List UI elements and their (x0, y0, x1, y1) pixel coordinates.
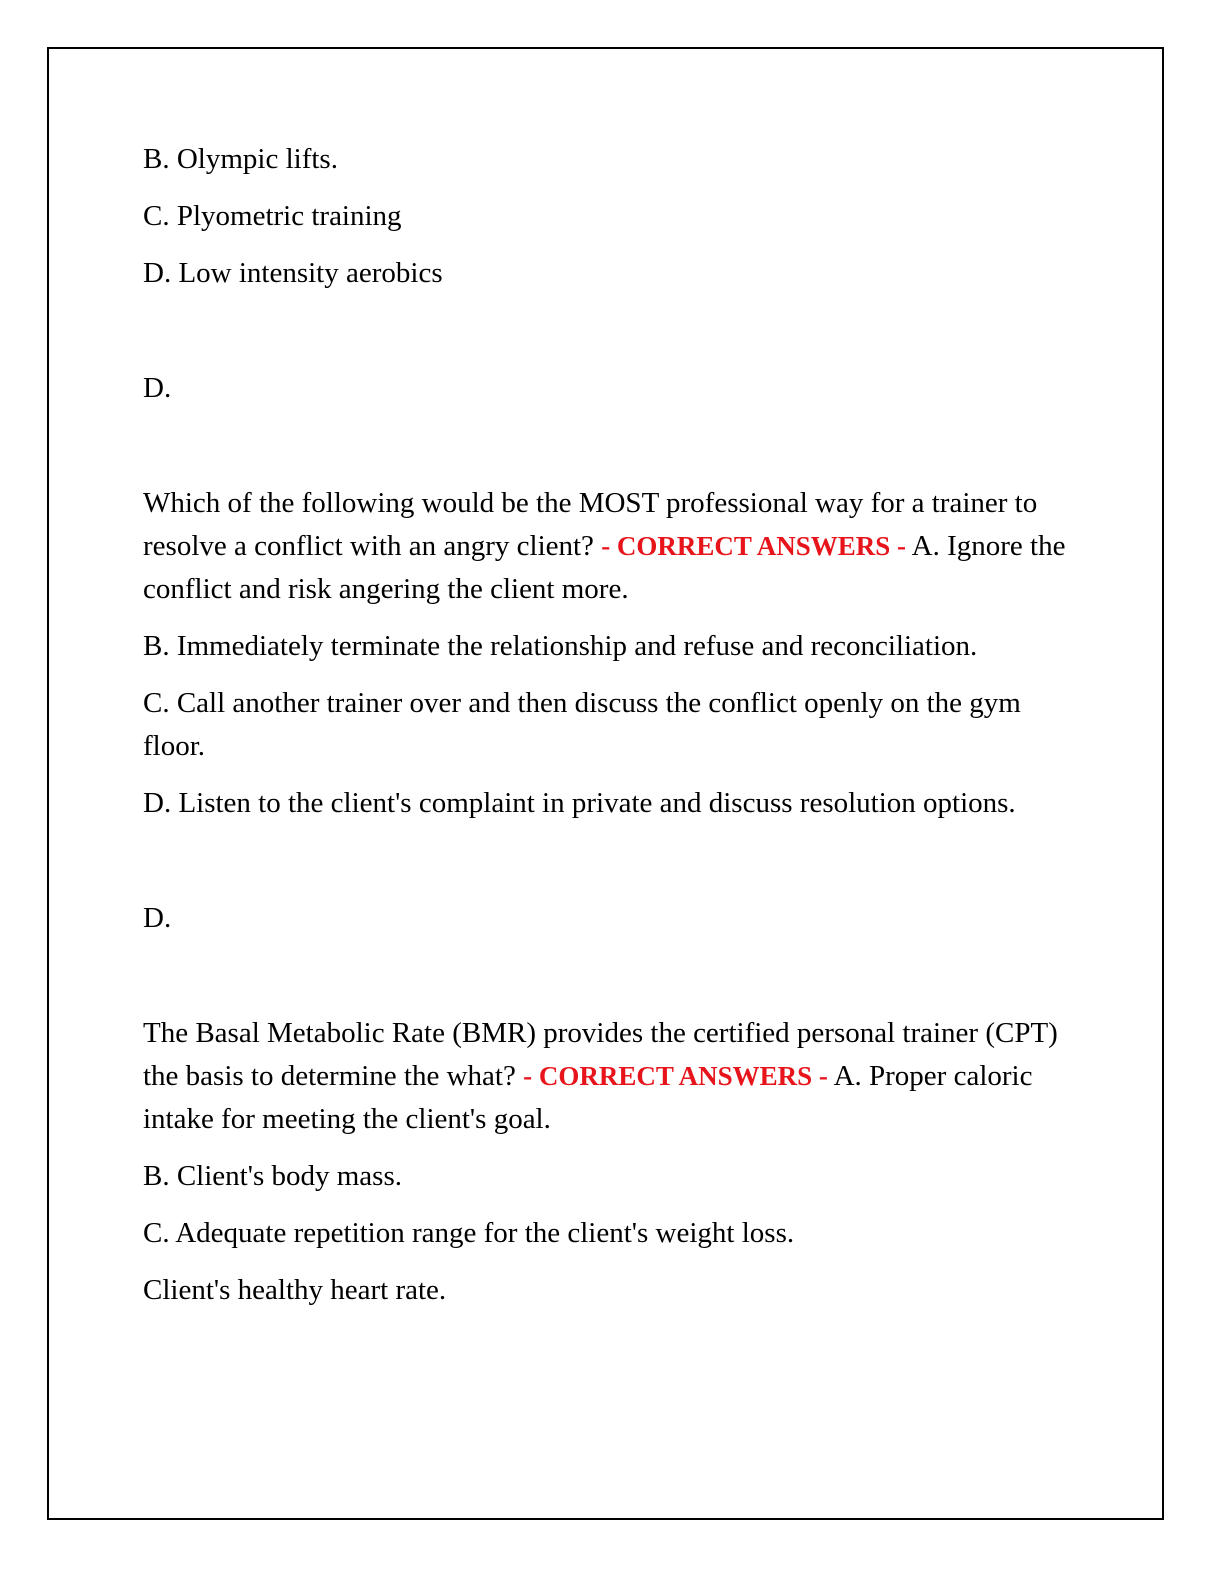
q1-question-block (143, 482, 1073, 611)
q1-option-b: B. Immediately terminate the relationship and refuse and reconciliation. (143, 630, 978, 662)
q2-option-b: B. Client's body mass. (143, 1160, 402, 1192)
q1-question-text: Which of the following would be the MOST professional way for a trainer to resolve a conflict with an angry client? (143, 487, 1038, 562)
document-body (143, 138, 1073, 1326)
q1-option-c: C. Call another trainer over and then discuss the conflict openly on the gym floor. (143, 687, 1021, 762)
q2-question-block (143, 1012, 1073, 1141)
q0-option-d: D. Low intensity aerobics (143, 257, 443, 289)
q2-question-text: The Basal Metabolic Rate (BMR) provides the certified personal trainer (CPT) the basis to determine the what? (143, 1017, 1058, 1092)
spacer (143, 424, 1073, 482)
q1-option-a: A. Ignore the conflict and risk angering the client more. (143, 530, 1066, 605)
q2-correct-answers-tag: - CORRECT ANSWERS - (523, 1061, 828, 1091)
q0-option-b: B. Olympic lifts. (143, 143, 338, 175)
q1-option-d: D. Listen to the client's complaint in private and discuss resolution options. (143, 787, 1016, 819)
spacer (143, 839, 1073, 897)
q1-correct-answers-tag: - CORRECT ANSWERS - (601, 531, 906, 561)
q2-option-a: A. Proper caloric intake for meeting the client's goal. (143, 1060, 1033, 1135)
q2-option-d: Client's healthy heart rate. (143, 1274, 447, 1306)
q0-option-c: C. Plyometric training (143, 200, 402, 232)
q2-option-c: C. Adequate repetition range for the client's weight loss. (143, 1217, 795, 1249)
spacer (143, 309, 1073, 367)
q1-answer: D. (143, 902, 172, 934)
q0-answer: D. (143, 372, 172, 404)
spacer (143, 954, 1073, 1012)
